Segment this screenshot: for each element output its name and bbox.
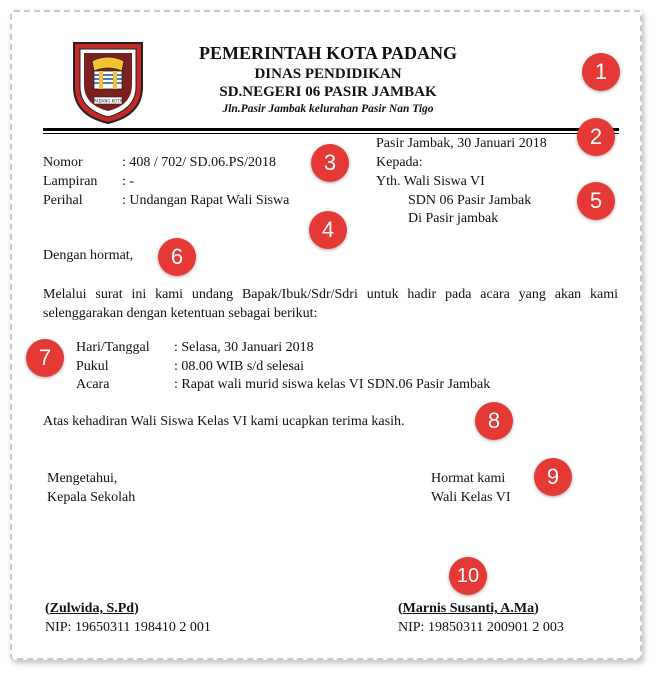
recipient-line-2: SDN 06 Pasir Jambak [408, 193, 532, 208]
event-hari-value: : Selasa, 30 Januari 2018 [174, 340, 314, 355]
header-divider-thin [43, 133, 619, 134]
callout-badge-6: 6 [158, 238, 196, 276]
sign-left-line-1: Mengetahui, [47, 471, 118, 486]
body-paragraph: Melalui surat ini kami undang Bapak/Ibuk/Sdr/Sdri untuk hadir pada acara yang akan kami selenggarakan dengan ketentuan sebagai berikut: [43, 287, 618, 321]
header-line-2: DINAS PENDIDIKAN [254, 66, 402, 82]
sign-left-name: (Zulwida, S.Pd) [45, 601, 139, 616]
sign-right-nip: NIP: 19850311 200901 2 003 [398, 620, 564, 635]
callout-badge-8: 8 [475, 402, 513, 440]
sign-right-name: (Marnis Susanti, A.Ma) [398, 601, 539, 616]
date-place: Pasir Jambak, 30 Januari 2018 [376, 136, 547, 151]
lampiran-value: : - [122, 174, 135, 189]
header-address: Jln.Pasir Jambak kelurahan Pasir Nan Tigo [222, 103, 434, 115]
closing-sentence: Atas kehadiran Wali Siswa Kelas VI kami ucapkan terima kasih. [43, 414, 405, 429]
event-pukul-label: Pukul [76, 359, 109, 374]
callout-badge-1: 1 [582, 53, 620, 91]
sign-right-name-text: Marnis Susanti, A.Ma [402, 601, 535, 616]
header-divider-thick [43, 128, 619, 131]
sign-left-name-text: Zulwida, S.Pd [49, 601, 135, 616]
nomor-value: : 408 / 702/ SD.06.PS/2018 [122, 155, 277, 170]
callout-badge-7: 7 [26, 339, 64, 377]
sign-left-nip: NIP: 19650311 198410 2 001 [45, 620, 211, 635]
perihal-label: Perihal [43, 193, 83, 208]
recipient-line-3: Di Pasir jambak [408, 211, 499, 226]
event-acara-label: Acara [76, 377, 110, 392]
salutation: Dengan hormat, [43, 248, 134, 263]
event-hari-label: Hari/Tanggal [76, 340, 150, 355]
sign-right-line-2: Wali Kelas VI [431, 490, 511, 505]
header-line-1: PEMERINTAH KOTA PADANG [198, 43, 457, 63]
event-acara-value: : Rapat wali murid siswa kelas VI SDN.06 Pasir Jambak [174, 377, 491, 392]
sign-right-line-1: Hormat kami [431, 471, 506, 486]
callout-badge-2: 2 [577, 118, 615, 156]
header-line-3: SD.NEGERI 06 PASIR JAMBAK [219, 84, 437, 100]
callout-badge-3: 3 [311, 144, 349, 182]
perihal-value: : Undangan Rapat Wali Siswa [122, 193, 290, 208]
nomor-label: Nomor [43, 155, 83, 170]
callout-badge-10: 10 [449, 557, 487, 595]
recipient-line-1: Yth. Wali Siswa VI [376, 174, 485, 189]
lampiran-label: Lampiran [43, 174, 98, 189]
logo-caption: PADANG KOTA [93, 98, 123, 104]
recipient-kepada: Kepada: [376, 155, 423, 170]
callout-badge-4: 4 [309, 211, 347, 249]
callout-badge-9: 9 [534, 458, 572, 496]
sign-left-line-2: Kepala Sekolah [47, 490, 136, 505]
event-pukul-value: : 08.00 WIB s/d selesai [174, 359, 305, 374]
callout-badge-5: 5 [577, 182, 615, 220]
